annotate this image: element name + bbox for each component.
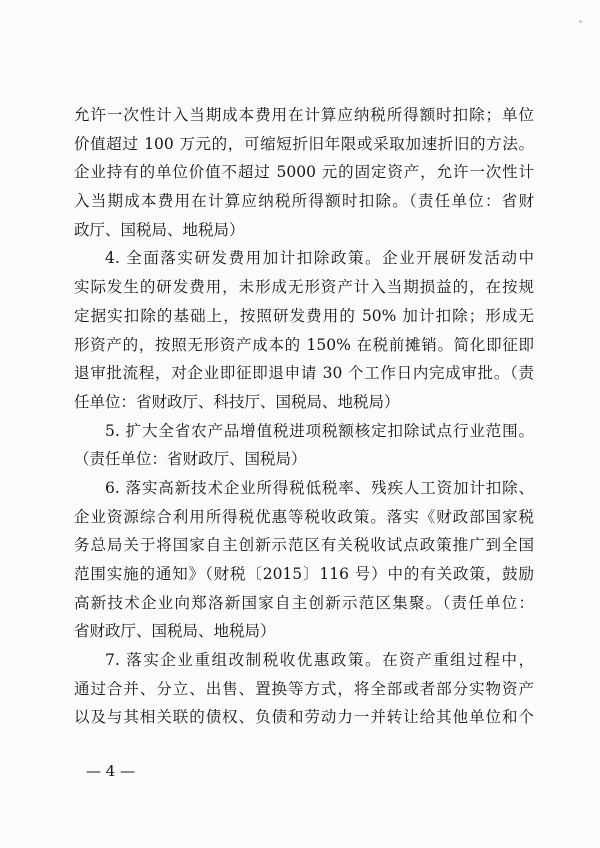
scan-mark <box>579 20 582 23</box>
text-line: 企业资源综合利用所得税优惠等税收政策。落实《财政部国家税 <box>74 507 534 526</box>
text-line: 定据实扣除的基础上，按照研发费用的 50% 加计扣除；形成无 <box>74 306 534 325</box>
text-line: 通过合并、分立、出售、置换等方式，将全部或者部分实物资产 <box>74 679 534 698</box>
text-line: 退审批流程，对企业即征即退申请 30 个工作日内完成审批。（责 <box>74 364 534 383</box>
text-line: 省财政厅、国税局、地税局） <box>74 622 276 641</box>
text-line: 高新技术企业向郑洛新国家自主创新示范区集聚。（责任单位： <box>74 593 534 612</box>
text-line: 形资产的，按照无形资产成本的 150% 在税前摊销。简化即征即 <box>74 335 534 354</box>
text-line: 范围实施的通知》（财税〔2015〕116 号）中的有关政策，鼓励 <box>74 565 534 583</box>
text-line: 务总局关于将国家自主创新示范区有关税收试点政策推广到全国 <box>74 536 534 555</box>
text-line: 价值超过 100 万元的，可缩短折旧年限或采取加速折旧的方法。 <box>74 134 534 153</box>
paragraph-start-line: 4. 全面落实研发费用加计扣除政策。企业开展研发活动中 <box>105 249 534 268</box>
text-line: 以及与其相关联的债权、负债和劳动力一并转让给其他单位和个 <box>74 708 534 727</box>
page-number: — 4 — <box>86 762 136 780</box>
paragraph-start-line: 5. 扩大全省农产品增值税进项税额核定扣除试点行业范围。 <box>105 421 534 440</box>
text-line: （责任单位：省财政厅、国税局） <box>74 450 307 469</box>
text-line: 实际发生的研发费用，未形成无形资产计入当期损益的，在按规 <box>74 278 534 297</box>
body-text <box>74 101 534 732</box>
text-line: 任单位：省财政厅、科技厅、国税局、地税局） <box>74 392 400 411</box>
text-line: 允许一次性计入当期成本费用在计算应纳税所得额时扣除；单位 <box>74 106 534 124</box>
text-line: 政厅、国税局、地税局） <box>74 220 245 239</box>
text-line: 入当期成本费用在计算应纳税所得额时扣除。（责任单位：省财 <box>74 192 534 211</box>
paragraph-start-line: 6. 落实高新技术企业所得税低税率、残疾人工资加计扣除、 <box>105 478 534 497</box>
text-line: 企业持有的单位价值不超过 5000 元的固定资产，允许一次性计 <box>74 163 534 182</box>
paragraph-start-line: 7. 落实企业重组改制税收优惠政策。在资产重组过程中， <box>105 651 534 670</box>
